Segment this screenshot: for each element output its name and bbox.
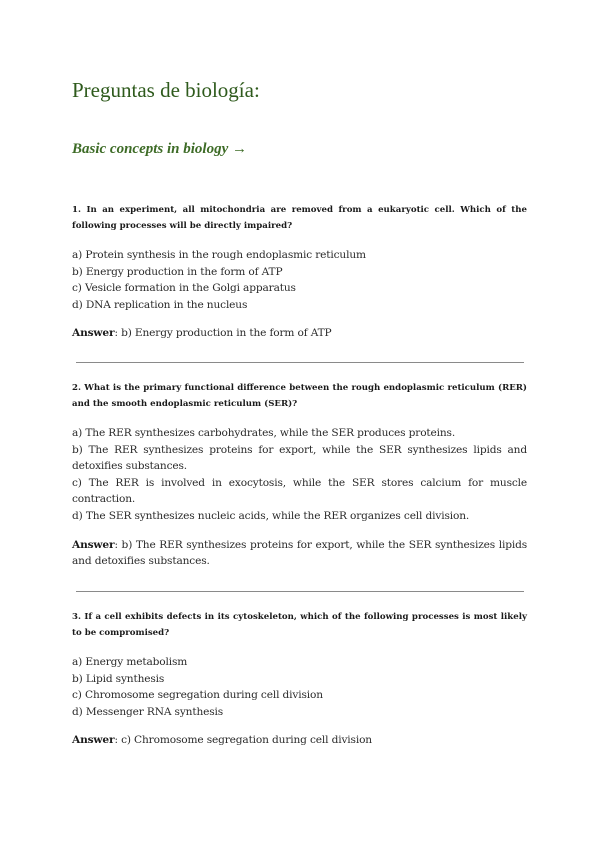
- answer-text: : c) Chromosome segregation during cell division: [114, 734, 372, 747]
- answer: [72, 732, 527, 749]
- answer: [72, 537, 527, 570]
- option-b: b) Energy production in the form of ATP: [72, 265, 283, 278]
- option-a: a) Protein synthesis in the rough endoplasmic reticulum: [72, 249, 366, 261]
- divider: [76, 591, 524, 592]
- section-subtitle: Basic concepts in biology →: [72, 141, 247, 157]
- question-text: 2. What is the primary functional difference between the rough endoplasmic reticulum (RER) and the smooth endoplasmic reticulum (SER)?: [72, 383, 527, 409]
- question-text: 3. If a cell exhibits defects in its cytoskeleton, which of the following processes is most likely to be compromised?: [72, 612, 527, 638]
- option-d: d) DNA replication in the nucleus: [72, 298, 248, 311]
- option-d: d) The SER synthesizes nucleic acids, while the RER organizes cell division.: [72, 509, 470, 522]
- question-1: [72, 202, 527, 342]
- option-b: b) The RER synthesizes proteins for export, while the SER synthesizes lipids and detoxifies substances.: [72, 443, 527, 473]
- option-c: c) The RER is involved in exocytosis, while the SER stores calcium for muscle contraction.: [72, 476, 527, 506]
- option-d: d) Messenger RNA synthesis: [72, 705, 224, 718]
- answer-label: Answer: [72, 734, 115, 747]
- answer-label: Answer: [72, 538, 115, 551]
- page-title: Preguntas de biología:: [72, 78, 260, 102]
- question-3: [72, 609, 527, 749]
- option-a: a) Energy metabolism: [72, 656, 188, 668]
- option-list: [72, 247, 527, 313]
- option-b: b) Lipid synthesis: [72, 672, 165, 685]
- question-2: [72, 380, 527, 570]
- divider: [76, 362, 524, 363]
- answer: [72, 325, 527, 342]
- option-list: [72, 654, 527, 720]
- answer-label: Answer: [72, 327, 115, 340]
- option-a: a) The RER synthesizes carbohydrates, while the SER produces proteins.: [72, 427, 456, 439]
- question-text: 1. In an experiment, all mitochondria are removed from a eukaryotic cell. Which of the following processes will be directly impaired?: [72, 205, 527, 231]
- option-c: c) Vesicle formation in the Golgi apparatus: [72, 282, 296, 295]
- option-list: [72, 425, 527, 525]
- answer-text: : b) Energy production in the form of ATP: [114, 327, 332, 340]
- answer-text: : b) The RER synthesizes proteins for export, while the SER synthesizes lipids and detoxifies substances.: [72, 538, 527, 568]
- option-c: c) Chromosome segregation during cell division: [72, 689, 323, 702]
